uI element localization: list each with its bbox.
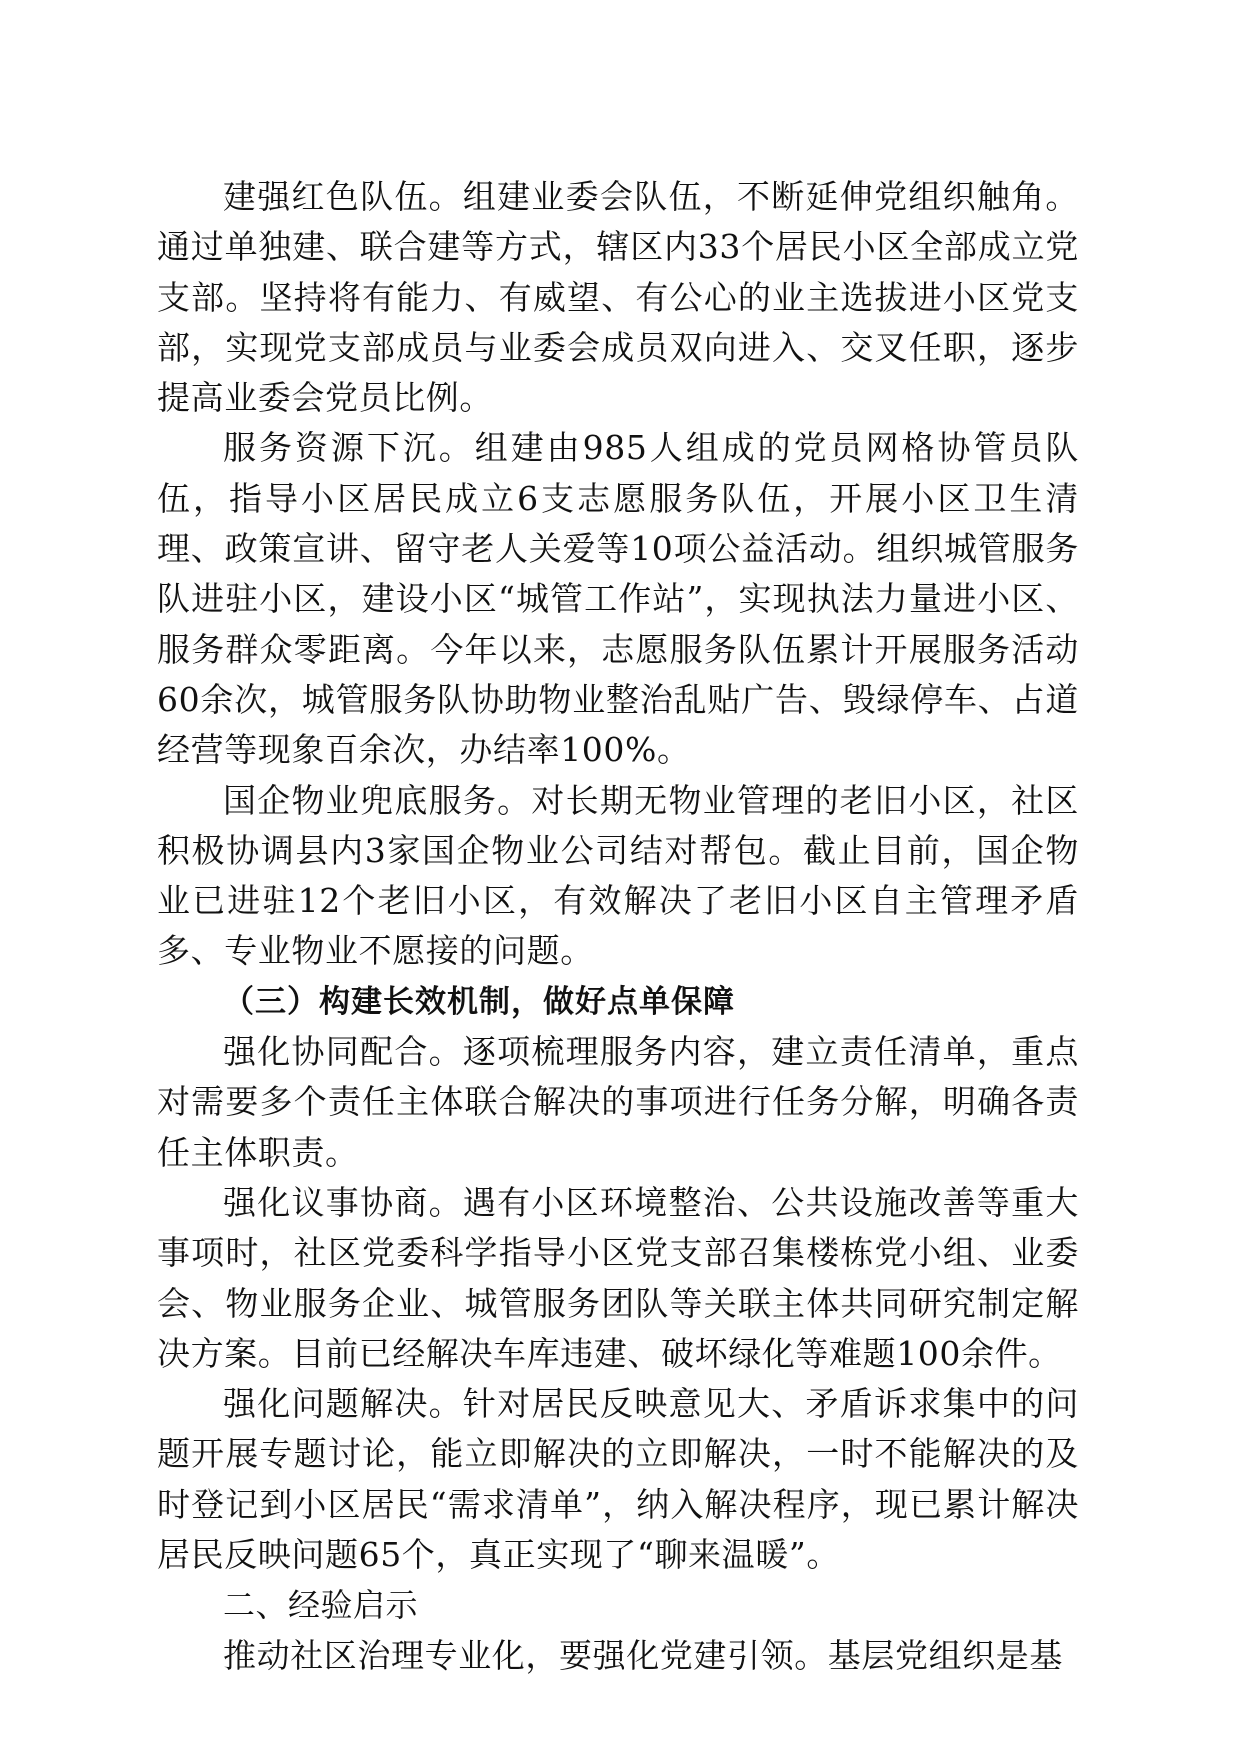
paragraph-problem-solving: 强化问题解决。针对居民反映意见大、矛盾诉求集中的问题开展专题讨论，能立即解决的立即解决，一时不能解决的及时登记到小区居民“需求清单”，纳入解决程序，现已累计解决居民反映问题65个，真正实现了“聊来温暖”。 [157, 1384, 1079, 1575]
paragraph-soe-property: 国企物业兜底服务。对长期无物业管理的老旧小区，社区积极协调县内3家国企物业公司结对帮包。截止目前，国企物业已进驻12个老旧小区，有效解决了老旧小区自主管理矛盾多、专业物业不愿接的问题。 [157, 780, 1079, 971]
document-body [157, 172, 1079, 1681]
paragraph-consultation: 强化议事协商。遇有小区环境整治、公共设施改善等重大事项时，社区党委科学指导小区党支部召集楼栋党小组、业委会、物业服务企业、城管服务团队等关联主体共同研究制定解决方案。目前已经解决车库违建、破坏绿化等难题100余件。 [157, 1182, 1079, 1373]
paragraph-service-resources: 服务资源下沉。组建由985人组成的党员网格协管员队伍，指导小区居民成立6支志愿服务队伍，开展小区卫生清理、政策宣讲、留守老人关爱等10项公益活动。组织城管服务队进驻小区，建设小区“城管工作站”，实现执法力量进小区、服务群众零距离。今年以来，志愿服务队伍累计开展服务活动60余次，城管服务队协助物业整治乱贴广告、毁绿停车、占道经营等现象百余次，办结率100%。 [157, 428, 1079, 770]
subheading-long-term-mechanism: （三）构建长效机制，做好点单保障 [223, 983, 735, 1020]
paragraph-professionalization: 推动社区治理专业化，要强化党建引领。基层党组织是基 [223, 1635, 1063, 1675]
paragraph-red-team: 建强红色队伍。组建业委会队伍，不断延伸党组织触角。通过单独建、联合建等方式，辖区内33个居民小区全部成立党支部。坚持将有能力、有威望、有公心的业主选拔进小区党支部，实现党支部成员与业委会成员双向进入、交叉任职，逐步提高业委会党员比例。 [157, 177, 1079, 418]
section-heading-experience: 二、经验启示 [223, 1586, 419, 1625]
paragraph-coordination: 强化协同配合。逐项梳理服务内容，建立责任清单，重点对需要多个责任主体联合解决的事项进行任务分解，明确各责任主体职责。 [157, 1032, 1079, 1172]
